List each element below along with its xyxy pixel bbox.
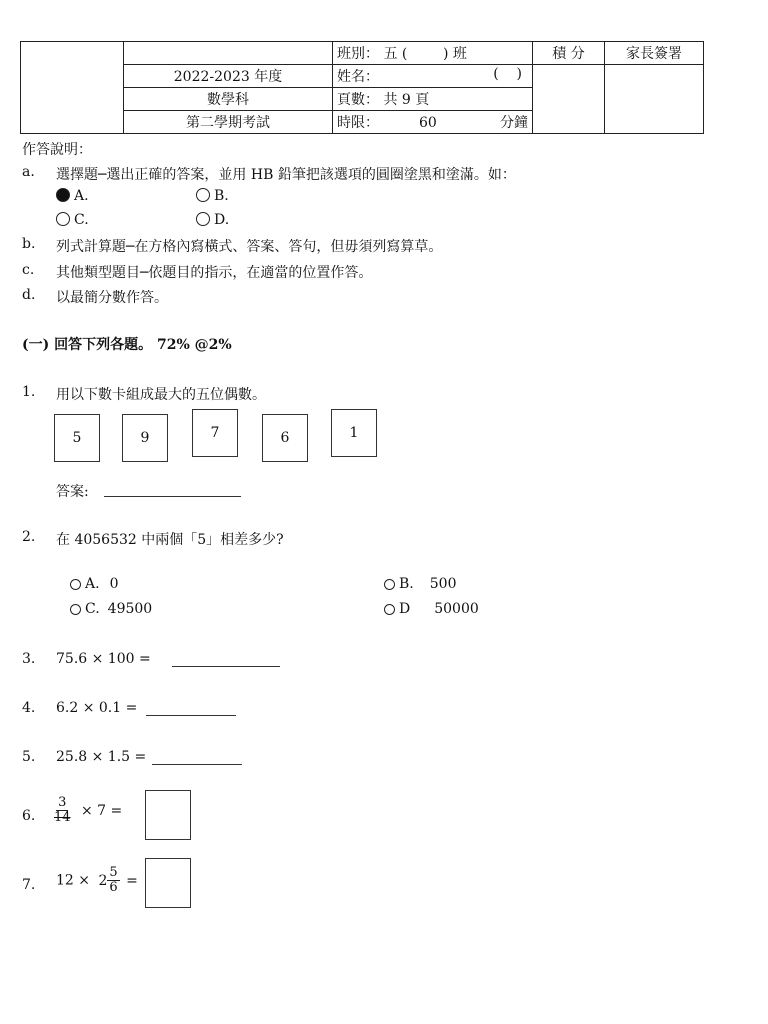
q2-option-b[interactable]: B. 500 — [384, 576, 456, 592]
q7-number: 7. — [22, 877, 36, 893]
q2-option-c[interactable]: C. 49500 — [70, 601, 152, 617]
q2-option-a[interactable]: A. 0 — [70, 576, 118, 592]
q1-answer-label: 答案: — [56, 484, 89, 500]
instruction-c-text: 其他類型題目─依題目的指示，在適當的位置作答。 — [56, 265, 373, 281]
q4-number: 4. — [22, 700, 36, 716]
q7-expression: 12 × 2 $\frac{5}{6}$ = — [56, 865, 138, 895]
instruction-c-marker: c. — [22, 262, 35, 278]
empty-bubble-icon — [196, 188, 210, 202]
filled-bubble-icon — [56, 188, 70, 202]
q3-answer-line[interactable] — [172, 666, 280, 667]
header-empty-cell — [124, 42, 333, 65]
subject-title: 數學科 — [124, 88, 333, 111]
parent-signature-box[interactable] — [605, 65, 704, 134]
name-number: ( ) — [493, 66, 522, 82]
empty-bubble-icon — [70, 604, 81, 615]
score-label: 積 分 — [533, 42, 605, 65]
instruction-b-marker: b. — [22, 236, 36, 252]
q7-answer-box[interactable] — [145, 858, 191, 908]
q5-number: 5. — [22, 749, 36, 765]
instructions-title: 作答說明： — [22, 142, 92, 158]
header-table — [20, 41, 704, 134]
q1-text: 用以下數卡組成最大的五位偶數。 — [56, 387, 266, 403]
q1-number: 1. — [22, 384, 36, 400]
empty-bubble-icon — [56, 212, 70, 226]
number-card: 7 — [192, 409, 238, 457]
q6-fraction: $\frac{3}{14}$ — [54, 795, 71, 825]
number-card: 6 — [262, 414, 308, 462]
number-card: 1 — [331, 409, 377, 457]
q2-number: 2. — [22, 529, 36, 545]
q4-answer-line[interactable] — [146, 715, 236, 716]
instruction-a-text: 選擇題─選出正確的答案，並用 HB 鉛筆把該選項的圓圈塗黑和塗滿。如： — [56, 167, 516, 183]
q5-expression: 25.8 × 1.5 = — [56, 749, 147, 765]
q3-number: 3. — [22, 651, 36, 667]
q2-text: 在 4056532 中兩個「5」相差多少? — [56, 532, 284, 548]
number-card: 9 — [122, 414, 168, 462]
class-field[interactable]: 班別： 五 ( ) 班 — [333, 42, 533, 65]
name-field[interactable]: 姓名： ( ) — [333, 65, 533, 88]
q4-expression: 6.2 × 0.1 = — [56, 700, 138, 716]
empty-bubble-icon — [196, 212, 210, 226]
exam-title: 第二學期考試 — [124, 111, 333, 134]
school-year: 2022-2023 年度 — [124, 65, 333, 88]
section-title: (一) 回答下列各題。 72% @2% — [22, 337, 232, 353]
parent-signature-label: 家長簽署 — [605, 42, 704, 65]
empty-bubble-icon — [384, 604, 395, 615]
class-value: 五 ( ) 班 — [383, 46, 467, 62]
instruction-a-marker: a. — [22, 164, 35, 180]
header-blank-cell — [21, 42, 124, 134]
example-option-a: A. — [56, 188, 89, 204]
score-box[interactable] — [533, 65, 605, 134]
number-card: 5 — [54, 414, 100, 462]
q6-number: 6. — [22, 808, 36, 824]
empty-bubble-icon — [384, 579, 395, 590]
q5-answer-line[interactable] — [152, 764, 242, 765]
example-option-c: C. — [56, 212, 89, 228]
time-limit: 時限： 60 分鐘 — [333, 111, 533, 134]
instruction-d-text: 以最簡分數作答。 — [56, 290, 168, 306]
example-option-d: D. — [196, 212, 229, 228]
q2-option-d[interactable]: D 50000 — [384, 601, 479, 617]
q3-expression: 75.6 × 100 = — [56, 651, 151, 667]
instruction-b-text: 列式計算題─在方格內寫橫式、答案、答句，但毋須列寫算草。 — [56, 239, 443, 255]
instruction-d-marker: d. — [22, 287, 36, 303]
pages-info: 頁數： 共 9 頁 — [333, 88, 533, 111]
q6-expression: $\frac{3}{14}$ × 7 = — [54, 795, 123, 825]
q1-answer-line[interactable] — [104, 496, 241, 497]
q6-answer-box[interactable] — [145, 790, 191, 840]
empty-bubble-icon — [70, 579, 81, 590]
example-option-b: B. — [196, 188, 229, 204]
q7-fraction: $\frac{5}{6}$ — [109, 865, 118, 895]
